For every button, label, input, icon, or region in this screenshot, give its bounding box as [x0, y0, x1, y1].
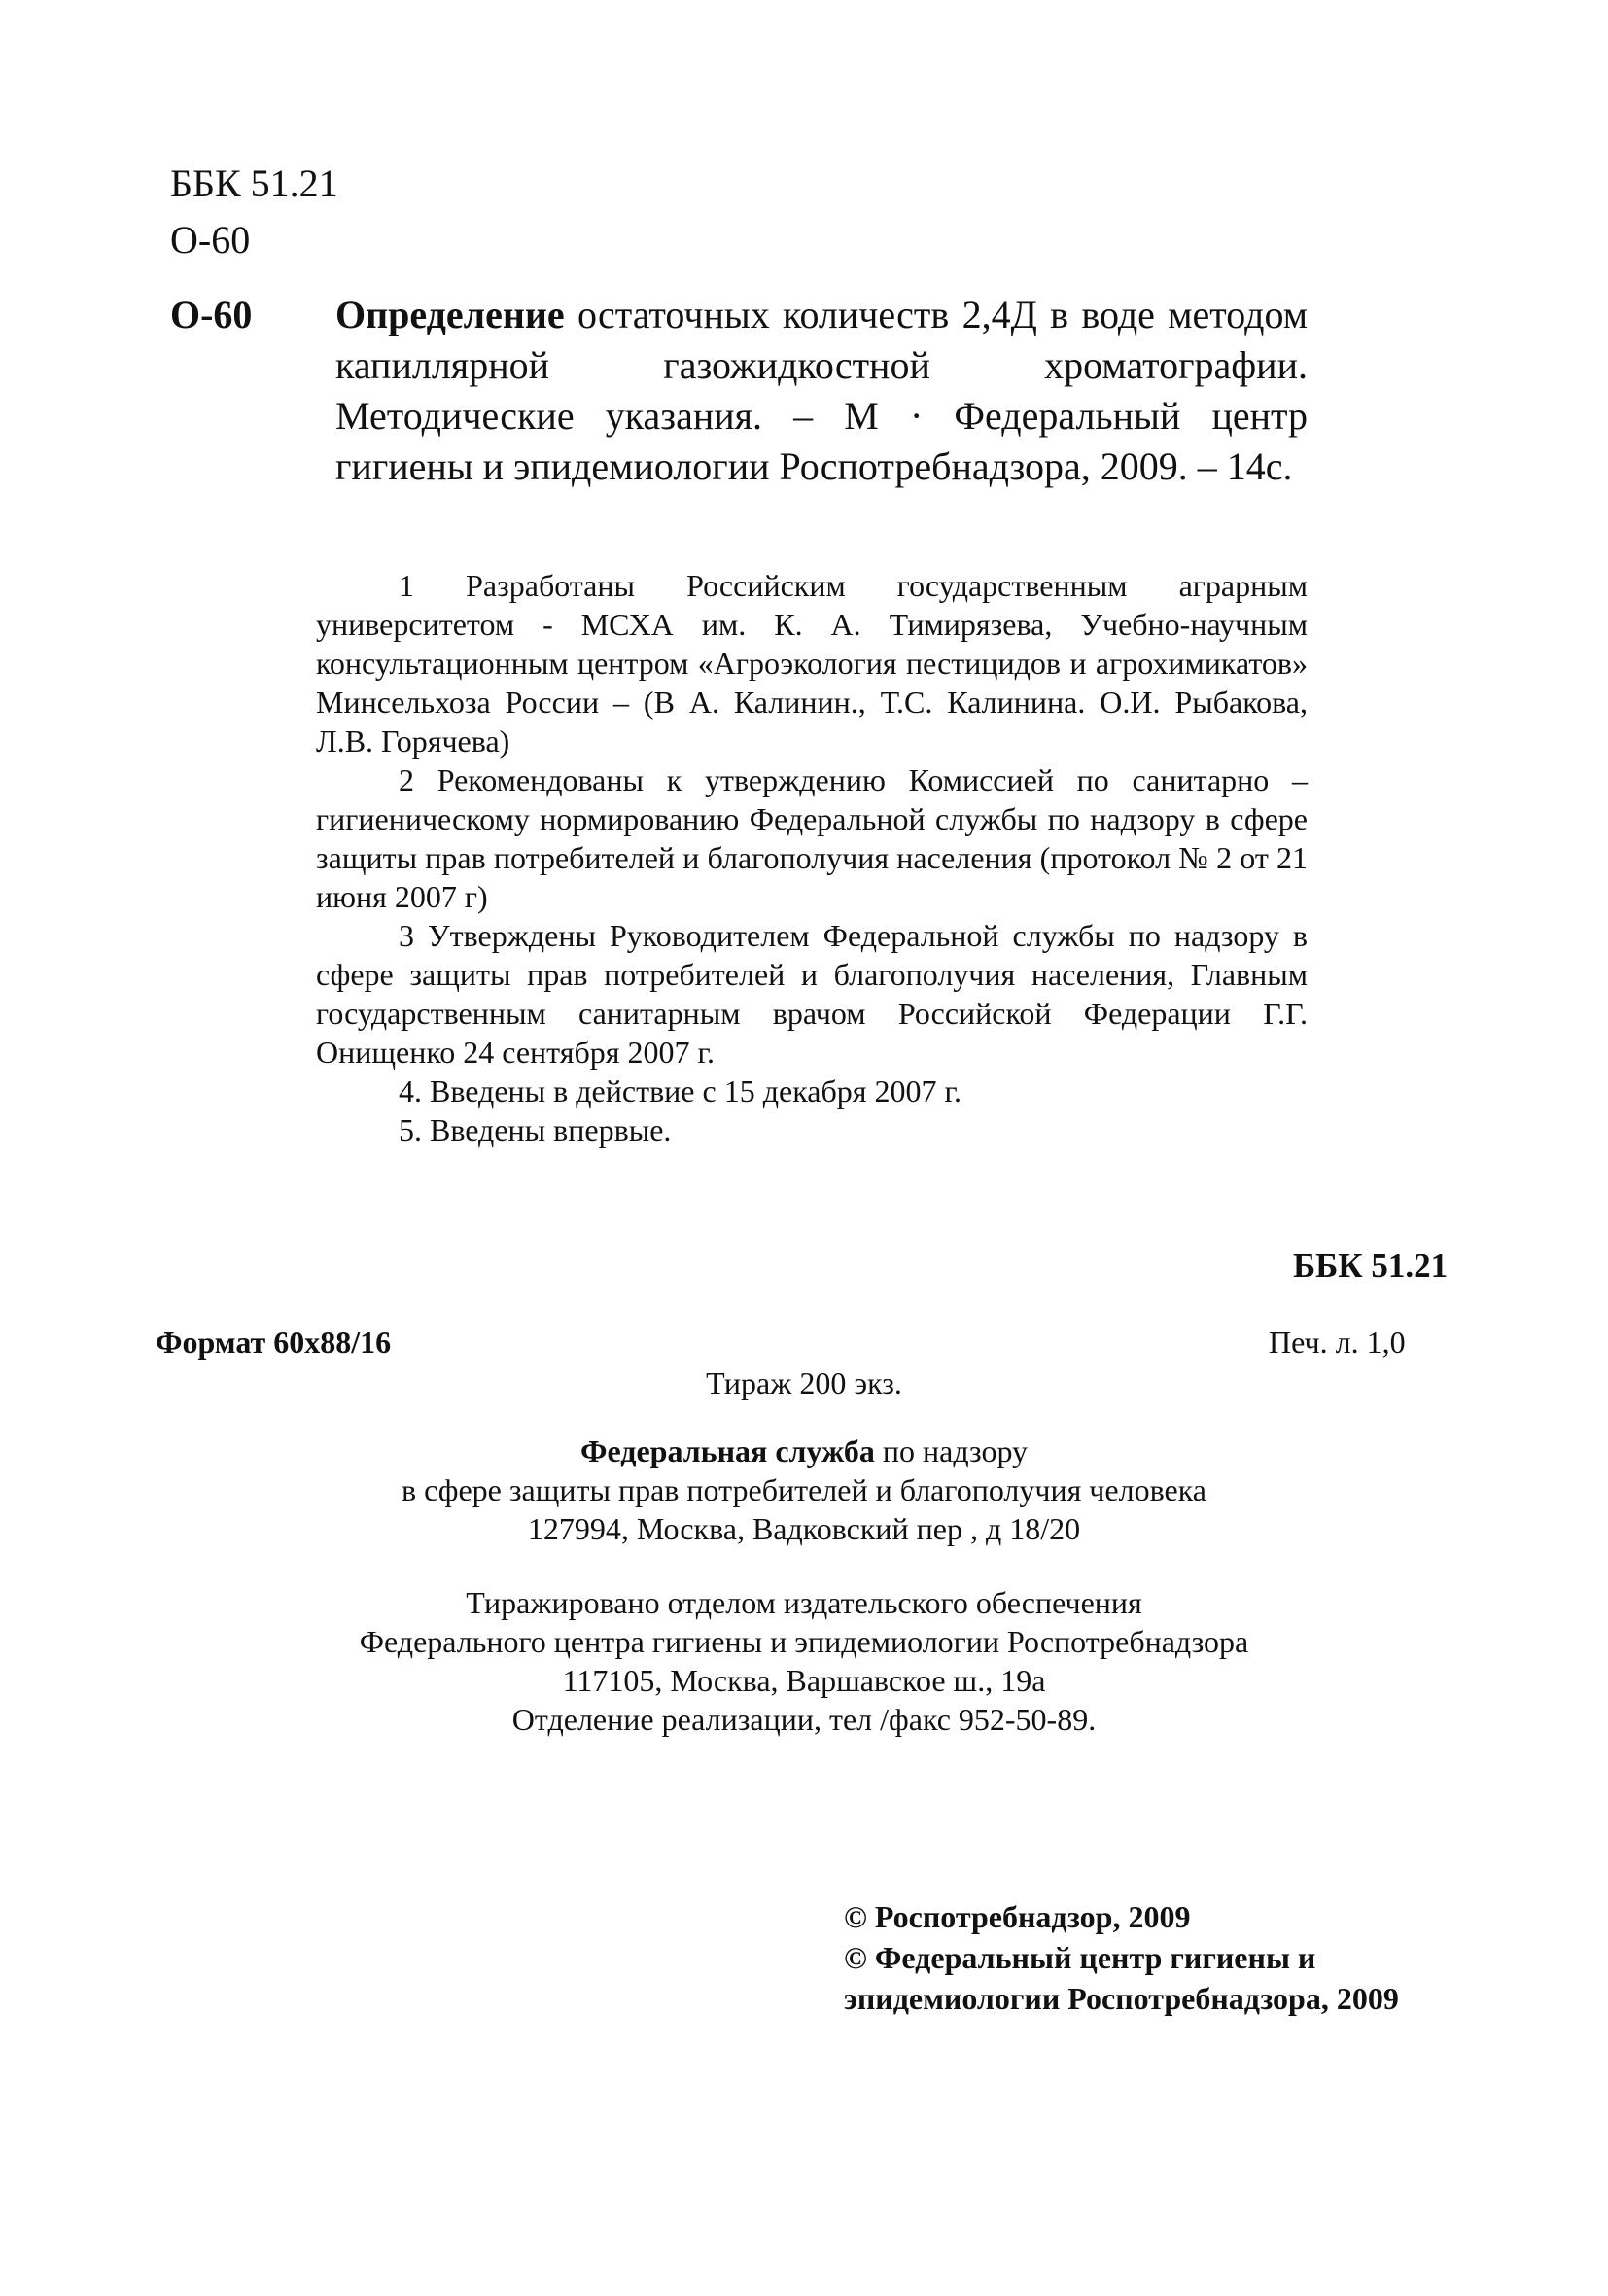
copyright-block	[844, 1896, 1399, 2019]
bbk-header	[170, 156, 338, 268]
copyright-line: © Федеральный центр гигиены и	[844, 1940, 1316, 1975]
author-code: О-60	[170, 218, 251, 262]
publisher-scope: в сфере защиты прав потребителей и благополучия человека	[402, 1472, 1206, 1507]
entry-description: остаточных количеств 2,4Д в воде методом капиллярной газожидкостной хроматографии. Методические указания. – М · Федеральный центр гигиены и эпидемиологии Роспотребнадзора, 2009. – 14с.	[335, 293, 1308, 488]
publisher-block	[0, 1431, 1608, 1548]
bbk-footer: ББК 51.21	[1293, 1247, 1449, 1285]
note-item: 2 Рекомендованы к утверждению Комиссией по санитарно – гигиеническому нормированию Федеральной службы по надзору в сфере защиты прав потребителей и благополучия населения (протокол № 2 от 21 июня 2007 г)	[316, 762, 1308, 914]
bbk-index: ББК 51.21	[170, 161, 338, 205]
publisher-address: 127994, Москва, Вадковский пер , д 18/20	[527, 1511, 1081, 1546]
printer-line: Тиражировано отделом издательского обеспечения	[466, 1585, 1142, 1620]
copyright-line: эпидемиологии Роспотребнадзора, 2009	[844, 1981, 1399, 2016]
printer-line: Федерального центра гигиены и эпидемиологии Роспотребнадзора	[359, 1624, 1249, 1659]
note-item: 3 Утверждены Руководителем Федеральной службы по надзору в сфере защиты прав потребителей и благополучия населения, Главным государственным санитарным врачом Российской Федерации Г.Г. Онищенко 24 сентября 2007 г.	[316, 918, 1308, 1070]
note-item: 1 Разработаны Российским государственным аграрным университетом - МСХА им. К. А. Тимирязева, Учебно-научным консультационным центром «Агроэкология пестицидов и агрохимикатов» Минсельхоза России – (В А. Калинин., Т.С. Калинина. О.И. Рыбакова, Л.В. Горячева)	[316, 568, 1308, 759]
bibliographic-entry	[335, 290, 1308, 492]
copyright-line: © Роспотребнадзор, 2009	[844, 1899, 1191, 1934]
development-notes	[316, 566, 1308, 1149]
note-item: 4. Введены в действие с 15 декабря 2007 г.	[399, 1074, 961, 1109]
printer-address: 117105, Москва, Варшавское ш., 19а	[562, 1663, 1046, 1698]
format-label: Формат 60x88/16	[156, 1325, 392, 1360]
entry-title-bold: Определение	[335, 293, 565, 336]
publisher-name-bold: Федеральная служба	[579, 1433, 875, 1468]
entry-code: О-60	[170, 293, 253, 336]
circulation-label: Тираж 200 экз.	[706, 1365, 902, 1400]
printer-block	[0, 1583, 1608, 1739]
publisher-name-rest: по надзору	[882, 1433, 1029, 1468]
note-item: 5. Введены впервые.	[399, 1113, 672, 1148]
printer-contact: Отделение реализации, тел /факс 952-50-89.	[511, 1702, 1097, 1737]
publisher-name	[0, 1431, 1608, 1470]
print-sheets-label: Печ. л. 1,0	[1269, 1325, 1406, 1360]
